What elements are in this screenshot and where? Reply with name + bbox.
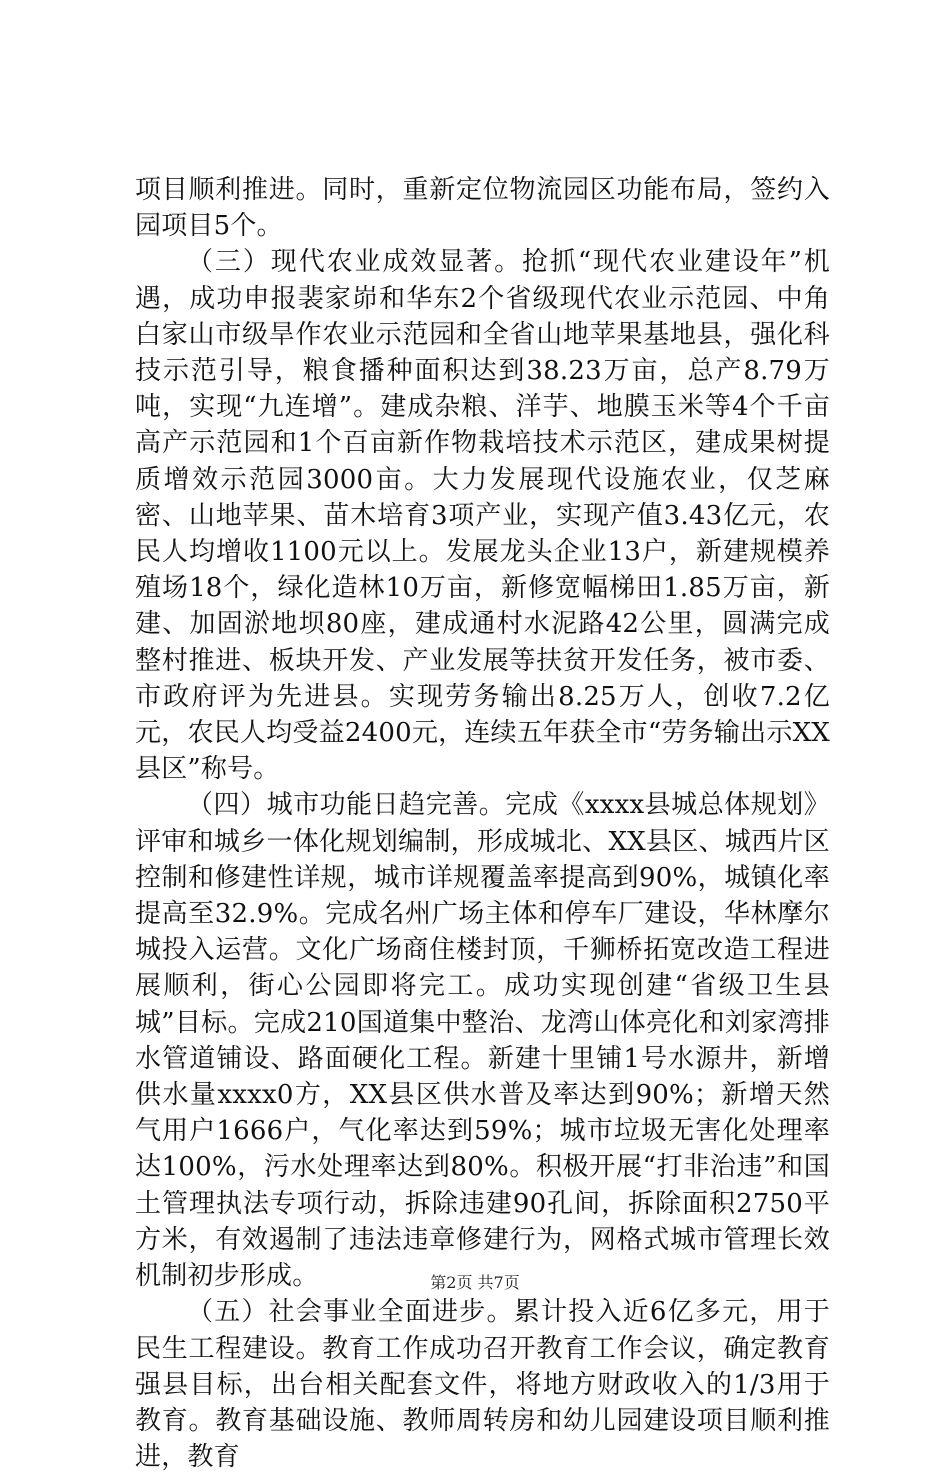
paragraph-modern-agriculture: （三）现代农业成效显著。抢抓“现代农业建设年”机遇，成功申报裴家峁和华东2个省级现代农业示范园、中角白家山市级旱作农业示范园和全省山地苹果基地县，强化科技示范引导，粮食播种面积达到38.23万亩，总产8.79万吨，实现“九连增”。建成杂粮、洋芋、地膜玉米等4个千亩高产示范园和1个百亩新作物栽培技术示范区，建成果树提质增效示范园3000亩。大力发展现代设施农业，仅芝麻密、山地苹果、苗木培育3项产业，实现产值3.43亿元，农民人均增收1100元以上。发展龙头企业13户，新建规模养殖场18个，绿化造林10万亩，新修宽幅梯田1.85万亩，新建、加固淤地坝80座，建成通村水泥路42公里，圆满完成整村推进、板块开发、产业发展等扶贫开发任务，被市委、市政府评为先进县。实现劳务输出8.25万人，创收7.2亿元，农民人均受益2400元，连续五年获全市“劳务输出示XX县区”称号。: [135, 247, 830, 785]
paragraph-social-affairs: （五）社会事业全面进步。累计投入近6亿多元，用于民生工程建设。教育工作成功召开教育工作会议，确定教育强县目标，出台相关配套文件，将地方财政收入的1/3用于教育。教育基础设施、教师周转房和幼儿园建设项目顺利推进，教育: [135, 1297, 830, 1473]
paragraph-continuation: 项目顺利推进。同时，重新定位物流园区功能布局，签约入园项目5个。: [135, 175, 830, 242]
paragraph-urban-function: （四）城市功能日趋完善。完成《xxxx县城总体规划》评审和城乡一体化规划编制，形成城北、XX县区、城西片区控制和修建性详规，城市详规覆盖率提高到90%，城镇化率提高至32.9%。完成名州广场主体和停车厂建设，华林摩尔城投入运营。文化广场商住楼封顶，千狮桥拓宽改造工程进展顺利，街心公园即将完工。成功实现创建“省级卫生县城”目标。完成210国道集中整治、龙湾山体亮化和刘家湾排水管道铺设、路面硬化工程。新建十里铺1号水源井，新增供水量xxxx0方，XX县区供水普及率达到90%；新增天然气用户1666户，气化率达到59%；城市垃圾无害化处理率达100%，污水处理率达到80%。积极开展“打非治违”和国土管理执法专项行动，拆除违建90孔间，拆除面积2750平方米，有效遏制了违法违章修建行为，网格式城市管理长效机制初步形成。: [135, 790, 830, 1292]
page-footer: 第2页 共7页: [430, 1273, 520, 1292]
